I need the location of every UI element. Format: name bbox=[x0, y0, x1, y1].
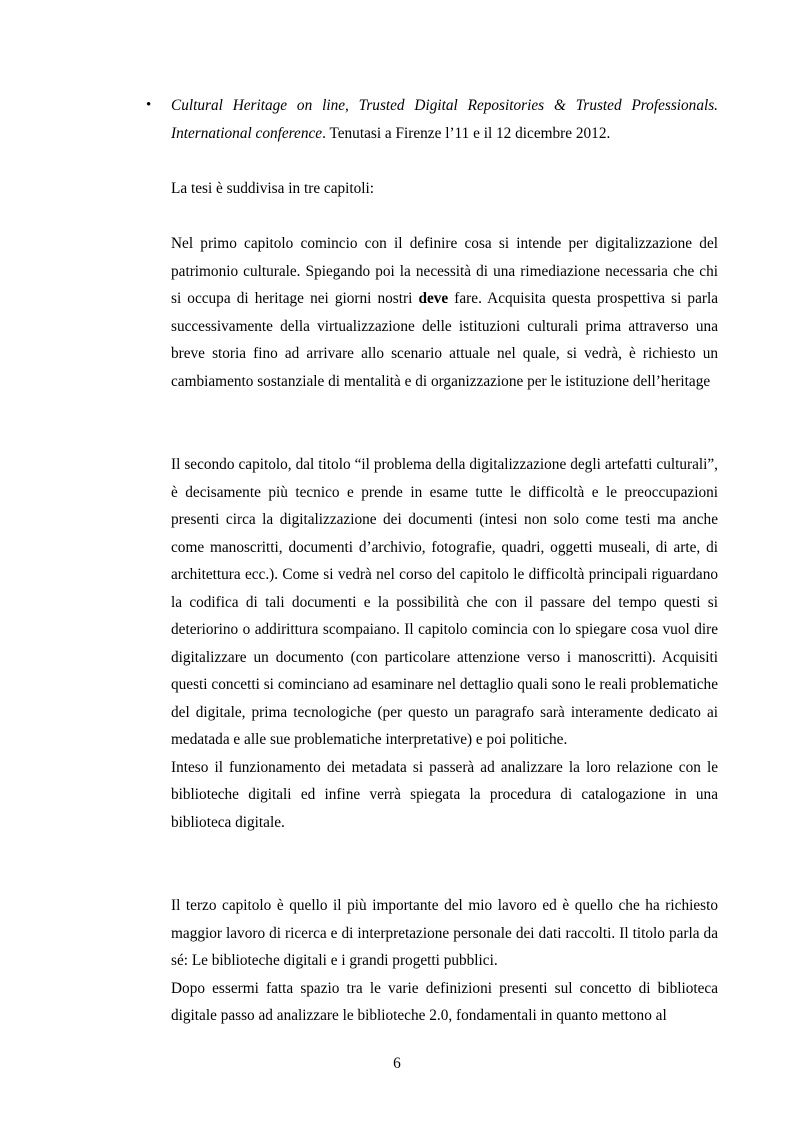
chapter-2-paragraph: Il secondo capitolo, dal titolo “il problema della digitalizzazione degli artefatti culturali”, è decisamente più tecnico e prende in esame tutte le difficoltà e le preoccupazioni presenti circa la digitalizzazione dei documenti (intesi non solo come testi ma anche come manoscritti, documenti d’archivio, fotografie, quadri, oggetti museali, di arte, di architettura ecc.). Come si vedrà nel corso del capitolo le difficoltà principali riguardano la codifica di tali documenti e la possibilità che con il passare del tempo questi si deteriorino o addirittura scompaiano. Il capitolo comincia con lo spiegare cosa vuol dire digitalizzare un documento (con particolare attenzione verso i manoscritti). Acquisiti questi concetti si cominciano ad esaminare nel dettaglio quali sono le reali problematiche del digitale, prima tecnologiche (per questo un paragrafo sarà interamente dedicato ai medatada e alle sue problematiche interpretative) e poi politiche. bbox=[171, 456, 718, 748]
intro-paragraph: La tesi è suddivisa in tre capitoli: bbox=[171, 180, 375, 197]
chapter-3-continuation-paragraph: Dopo essermi fatta spazio tra le varie definizioni presenti sul concetto di biblioteca digitale passo ad analizzare le biblioteche 2.0, fondamentali in quanto mettono al bbox=[171, 979, 718, 1024]
chapter-1-text-end: fare. Acquisita questa prospettiva si parla successivamente della virtualizzazione delle istituzioni culturali prima attraverso una breve storia fino ad arrivare allo scenario attuale nel quale, si vedrà, è richiesto un cambiamento sostanziale di mentalità e di organizzazione per le istituzione dell’heritage bbox=[171, 290, 719, 390]
chapter-1-text-start: Nel primo capitolo comincio con il definire cosa si intende per digitalizzazione del patrimonio culturale. Spiegando poi la necessità di una rimediazione necessaria che chi si occupa di heritage nei giorni nostri bbox=[171, 235, 718, 307]
conference-title: Cultural Heritage on line, Trusted Digital Repositories & Trusted Professionals. International conference bbox=[171, 97, 718, 142]
chapter-3-block bbox=[171, 892, 718, 1030]
chapter-2-continuation-paragraph: Inteso il funzionamento dei metadata si passerà ad analizzare la loro relazione con le biblioteche digitali ed infine verrà spiegata la procedura di catalogazione in una biblioteca digitale. bbox=[171, 758, 718, 831]
conference-details: . Tenutasi a Firenze l’11 e il 12 dicembre 2012. bbox=[322, 124, 611, 142]
chapter-3-paragraph: Il terzo capitolo è quello il più importante del mio lavoro ed è quello che ha richiesto maggior lavoro di ricerca e di interpretazione personale dei dati raccolti. Il titolo parla da sé: Le biblioteche digitali e i grandi progetti pubblici. bbox=[171, 897, 718, 969]
chapter-1-paragraph bbox=[171, 230, 718, 395]
conference-bullet-item bbox=[171, 92, 718, 147]
page-number: 6 bbox=[393, 1055, 401, 1072]
bullet-symbol: • bbox=[146, 97, 152, 113]
chapter-2-block bbox=[171, 451, 718, 836]
chapter-1-emphasis: deve bbox=[418, 290, 449, 307]
